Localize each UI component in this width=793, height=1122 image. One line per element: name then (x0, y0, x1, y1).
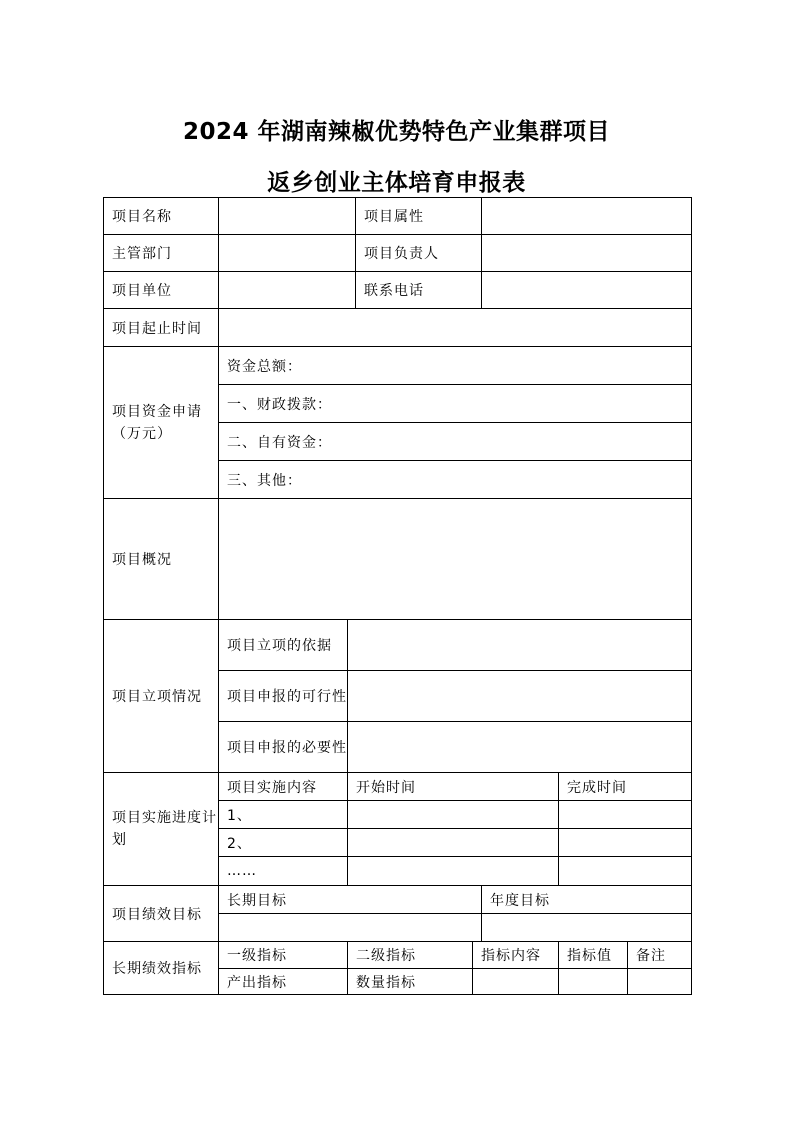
schedule-row-2-content[interactable]: 2、 (219, 829, 348, 857)
schedule-content-header: 项目实施内容 (219, 773, 348, 801)
approval-basis-field[interactable] (348, 620, 692, 671)
document-title-line2: 返乡创业主体培育申报表 (267, 170, 526, 196)
indicator-value-header: 指标值 (559, 942, 628, 969)
contact-phone-label: 联系电话 (356, 272, 482, 309)
department-label: 主管部门 (104, 235, 219, 272)
project-unit-field[interactable] (219, 272, 356, 309)
project-leader-label: 项目负责人 (356, 235, 482, 272)
approval-necessity-label: 项目申报的必要性 (219, 722, 348, 773)
schedule-row-3-end[interactable] (559, 857, 692, 886)
level2-indicator-header: 二级指标 (348, 942, 473, 969)
overview-label: 项目概况 (104, 499, 219, 620)
project-attribute-field[interactable] (482, 198, 692, 235)
department-field[interactable] (219, 235, 356, 272)
schedule-row-2-start[interactable] (348, 829, 559, 857)
long-term-indicators-label: 长期绩效指标 (104, 942, 219, 995)
approval-feasibility-field[interactable] (348, 671, 692, 722)
funding-other-field[interactable]: 三、其他： (219, 461, 692, 499)
schedule-row-2-end[interactable] (559, 829, 692, 857)
schedule-row-1-start[interactable] (348, 801, 559, 829)
schedule-row-1-end[interactable] (559, 801, 692, 829)
project-unit-label: 项目单位 (104, 272, 219, 309)
project-attribute-label: 项目属性 (356, 198, 482, 235)
approval-label: 项目立项情况 (104, 620, 219, 773)
long-term-goal-field[interactable] (219, 914, 482, 942)
project-period-field[interactable] (219, 309, 692, 347)
funding-total-field[interactable]: 资金总额： (219, 347, 692, 385)
annual-goal-field[interactable] (482, 914, 692, 942)
overview-field[interactable] (219, 499, 692, 620)
schedule-row-3-start[interactable] (348, 857, 559, 886)
schedule-label: 项目实施进度计划 (104, 773, 219, 886)
level1-indicator-header: 一级指标 (219, 942, 348, 969)
funding-fiscal-field[interactable]: 一、财政拨款： (219, 385, 692, 423)
funding-label: 项目资金申请（万元） (104, 347, 219, 499)
schedule-row-3-content[interactable]: …… (219, 857, 348, 886)
funding-own-field[interactable]: 二、自有资金： (219, 423, 692, 461)
project-leader-field[interactable] (482, 235, 692, 272)
application-form-table (103, 197, 692, 995)
approval-feasibility-label: 项目申报的可行性 (219, 671, 348, 722)
indicator-content-field[interactable] (473, 969, 559, 995)
schedule-row-1-content[interactable]: 1、 (219, 801, 348, 829)
project-period-label: 项目起止时间 (104, 309, 219, 347)
project-name-label: 项目名称 (104, 198, 219, 235)
approval-basis-label: 项目立项的依据 (219, 620, 348, 671)
output-indicator-cell: 产出指标 (219, 969, 348, 995)
approval-necessity-field[interactable] (348, 722, 692, 773)
indicator-content-header: 指标内容 (473, 942, 559, 969)
quantity-indicator-cell: 数量指标 (348, 969, 473, 995)
document-title-line1: 2024 年湖南辣椒优势特色产业集群项目 (182, 119, 611, 145)
schedule-start-header: 开始时间 (348, 773, 559, 801)
performance-goal-label: 项目绩效目标 (104, 886, 219, 942)
project-name-field[interactable] (219, 198, 356, 235)
remark-header: 备注 (628, 942, 692, 969)
schedule-end-header: 完成时间 (559, 773, 692, 801)
indicator-value-field[interactable] (559, 969, 628, 995)
annual-goal-header: 年度目标 (482, 886, 692, 914)
remark-field[interactable] (628, 969, 692, 995)
contact-phone-field[interactable] (482, 272, 692, 309)
long-term-goal-header: 长期目标 (219, 886, 482, 914)
